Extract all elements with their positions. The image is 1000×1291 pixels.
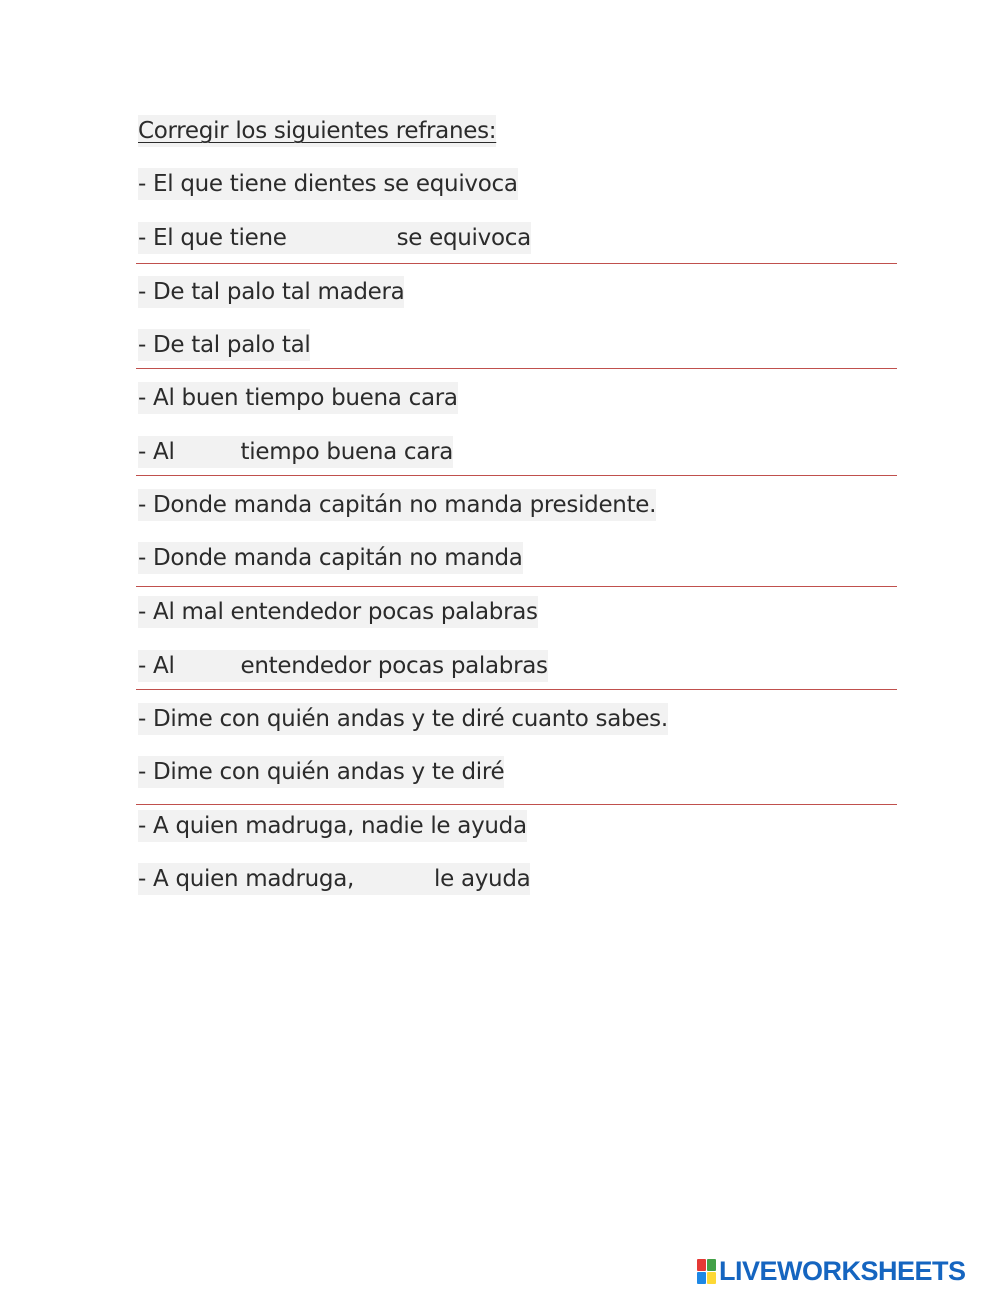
proverb-exercise-part1: - El que tiene	[138, 225, 287, 251]
logo-text: LIVEWORKSHEETS	[719, 1255, 966, 1286]
proverb-exercise-part2: le ayuda	[434, 866, 531, 892]
divider	[136, 804, 897, 805]
divider	[136, 263, 897, 264]
proverb-original-5: - Al mal entendedor pocas palabras	[138, 596, 538, 628]
logo-mark-tile	[707, 1272, 716, 1284]
proverb-exercise-part2: tiempo buena cara	[240, 439, 453, 465]
proverb-exercise-part1: - Al	[138, 653, 175, 679]
logo-mark-tile	[697, 1272, 706, 1284]
proverb-original-6: - Dime con quién andas y te diré cuanto sabes.	[138, 703, 668, 735]
proverb-original-7: - A quien madruga, nadie le ayuda	[138, 810, 527, 842]
proverb-exercise-part1: - Dime con quién andas y te diré	[138, 759, 505, 785]
proverb-exercise-2	[138, 329, 310, 361]
proverb-exercise-part1: - Donde manda capitán no manda	[138, 545, 523, 571]
proverb-exercise-4	[138, 542, 523, 574]
divider	[136, 586, 897, 587]
proverb-exercise-3	[138, 436, 453, 468]
proverb-exercise-part1: - Al	[138, 439, 175, 465]
worksheet-title: Corregir los siguientes refranes:	[138, 115, 496, 147]
proverb-exercise-1	[138, 222, 531, 254]
proverb-original-4: - Donde manda capitán no manda presidente.	[138, 489, 656, 521]
liveworksheets-logo-icon	[697, 1259, 716, 1284]
proverb-exercise-part1: - A quien madruga,	[138, 866, 354, 892]
divider	[136, 368, 897, 369]
proverb-original-1: - El que tiene dientes se equivoca	[138, 168, 518, 200]
proverb-exercise-part1: - De tal palo tal	[138, 332, 311, 358]
liveworksheets-logo	[697, 1255, 966, 1287]
proverb-original-3: - Al buen tiempo buena cara	[138, 382, 458, 414]
divider	[136, 689, 897, 690]
proverb-exercise-part2: entendedor pocas palabras	[240, 653, 548, 679]
proverb-exercise-5	[138, 650, 548, 682]
proverb-original-2: - De tal palo tal madera	[138, 276, 404, 308]
divider	[136, 475, 897, 476]
logo-mark-tile	[697, 1259, 706, 1271]
proverb-exercise-part2: se equivoca	[396, 225, 531, 251]
proverb-exercise-6	[138, 756, 504, 788]
logo-mark-tile	[707, 1259, 716, 1271]
proverb-exercise-7	[138, 863, 530, 895]
